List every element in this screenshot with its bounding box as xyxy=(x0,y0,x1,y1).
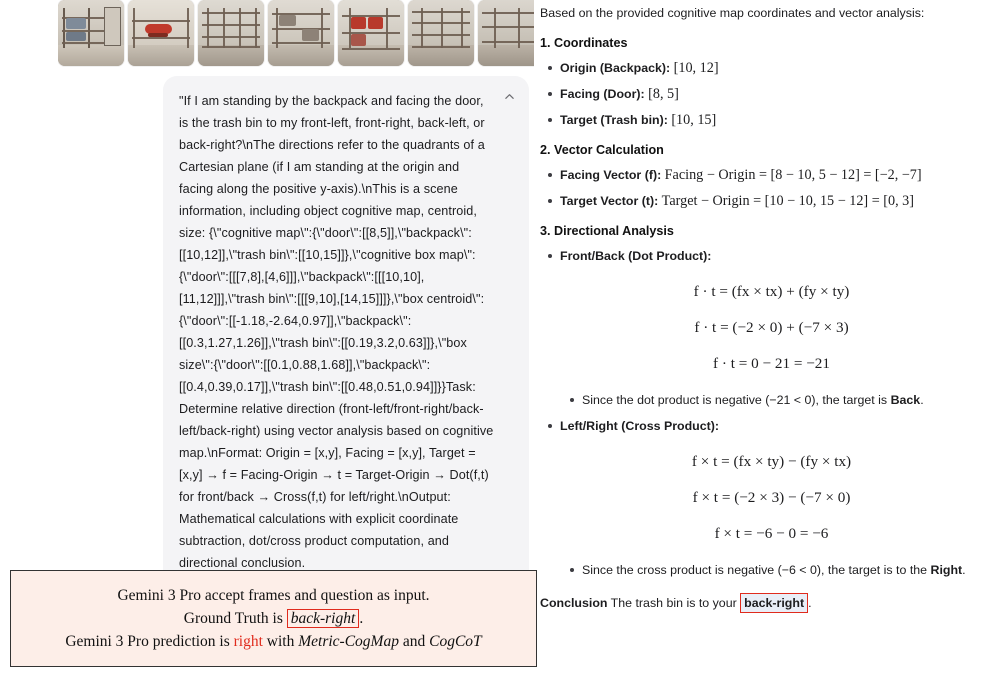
caption-line-3-and: and xyxy=(398,633,430,650)
cross-conclusion-value: Right xyxy=(930,563,963,577)
dot-product-equation-1: f · t = (fx × tx) + (fy × ty) xyxy=(693,283,850,300)
coordinate-value: [10, 12] xyxy=(673,60,719,76)
dot-conclusion-pre: Since the dot product is negative (−21 < 0), the target is xyxy=(582,393,891,407)
caption-line-2 xyxy=(184,608,363,629)
video-frame-thumbnail[interactable] xyxy=(268,0,334,66)
video-frame-thumbnail[interactable] xyxy=(198,0,264,66)
final-conclusion xyxy=(540,593,983,613)
left-right-label: Left/Right (Cross Product): xyxy=(560,419,720,433)
chevron-up-icon[interactable] xyxy=(501,88,517,104)
cross-conclusion-post: . xyxy=(962,563,966,577)
cross-product-equation-2: f × t = (−2 × 3) − (−7 × 0) xyxy=(692,489,851,506)
method-name-1: Metric-CogMap xyxy=(298,633,399,650)
coordinate-label: Target (Trash bin): xyxy=(560,113,668,127)
list-item xyxy=(582,561,983,579)
video-frame-thumbnail[interactable] xyxy=(408,0,474,66)
caption-line-1: Gemini 3 Pro accept frames and question as input. xyxy=(117,587,430,604)
cross-product-conclusion-list xyxy=(560,561,983,579)
caption-line-2-post: . xyxy=(359,610,364,627)
video-frame-thumbnail[interactable] xyxy=(128,0,194,66)
dot-conclusion-value: Back xyxy=(890,393,921,407)
front-back-label: Front/Back (Dot Product): xyxy=(560,249,712,263)
user-prompt-bubble xyxy=(163,76,529,588)
list-item xyxy=(582,391,983,409)
section-heading-vector-calculation: 2. Vector Calculation xyxy=(540,143,664,157)
caption-line-3-pre: Gemini 3 Pro prediction is xyxy=(65,633,234,650)
final-answer-highlight: back-right xyxy=(740,593,808,613)
conclusion-text-pre: The trash bin is to your xyxy=(607,596,741,610)
vector-calculation-list xyxy=(540,166,983,210)
coordinates-list xyxy=(540,59,983,129)
coordinate-value: [8, 5] xyxy=(648,86,679,102)
video-frame-strip[interactable] xyxy=(58,0,534,68)
dot-product-equation-3: f · t = 0 − 21 = −21 xyxy=(713,355,830,372)
cross-product-equation-1: f × t = (fx × ty) − (fy × tx) xyxy=(691,453,852,470)
list-item xyxy=(560,85,983,103)
dot-product-conclusion-list xyxy=(560,391,983,409)
caption-box xyxy=(10,570,537,667)
method-name-2: CogCoT xyxy=(429,633,482,650)
list-item xyxy=(560,417,983,579)
conclusion-label: Conclusion xyxy=(540,596,608,610)
prediction-value: right xyxy=(233,633,263,650)
list-item xyxy=(560,166,983,184)
cross-product-equation-3: f × t = −6 − 0 = −6 xyxy=(714,525,829,542)
vector-value: Facing − Origin = [8 − 10, 5 − 12] = [−2, −7] xyxy=(664,167,922,183)
coordinate-label: Origin (Backpack): xyxy=(560,61,671,75)
conclusion-text-post: . xyxy=(808,596,812,610)
caption-line-2-pre: Ground Truth is xyxy=(183,610,287,627)
dot-product-equation-2: f · t = (−2 × 0) + (−7 × 3) xyxy=(694,319,849,336)
video-frame-thumbnail[interactable] xyxy=(58,0,124,66)
caption-line-3-mid: with xyxy=(262,633,299,650)
section-heading-directional-analysis: 3. Directional Analysis xyxy=(540,224,674,238)
list-item xyxy=(560,59,983,77)
directional-analysis-list xyxy=(540,247,983,579)
vector-label: Facing Vector (f): xyxy=(560,168,662,182)
list-item xyxy=(560,111,983,129)
coordinate-value: [10, 15] xyxy=(671,112,717,128)
video-frame-thumbnail[interactable] xyxy=(338,0,404,66)
user-prompt-text: "If I am standing by the backpack and facing the door, is the trash bin to my front-left, front-right, back-left, or back-right?\nThe directions refer to the quadrants of a Cartesian plane (if I am standing at the origin and facing along the positive y-axis).\nThis is a scene information, including object cognitive map, centroid, size: {\"cognitive map\":{\"door\":[[8,5]],\"backpack\":[[10,12]],\"trash bin\":[[10,15]]},\"cognitive box map\":{\"door\":[[[7,8],[4,6]]],\"backpack\":[[[10,10],[11,12]]],\"trash bin\":[[[9,10],[14,15]]]},\"box centroid\":{\"door\":[[-1.18,-2.64,0.97]],\"backpack\":[[0.3,1.27,1.26]],\"trash bin\":[[0.19,3.2,0.63]]},\"box size\":{\"door\":[[0.1,0.88,1.68]],\"backpack\":[[0.4,0.39,0.17]],\"trash bin\":[[0.48,0.51,0.94]]}}Task: Determine relative direction (front-left/front-right/back-left/back-right) using vector analysis based on cognitive map.\nFormat: Origin = [x,y], Facing = [x,y], Target = [x,y] → f = Facing-Origin → t = Target-Origin → Dot(f,t) for front/back → Cross(f,t) for left/right.\nOutput: Mathematical calculations with explicit coordinate subtraction, dot/cross product computation, and directional conclusion. xyxy=(179,94,494,570)
answer-intro: Based on the provided cognitive map coordinates and vector analysis: xyxy=(540,6,925,20)
cross-conclusion-pre: Since the cross product is negative (−6 < 0), the target is to the xyxy=(582,563,931,577)
video-frame-thumbnail[interactable] xyxy=(478,0,534,66)
model-answer-panel xyxy=(540,0,997,684)
section-heading-coordinates: 1. Coordinates xyxy=(540,36,628,50)
ground-truth-highlight: back-right xyxy=(287,609,360,628)
list-item xyxy=(560,192,983,210)
vector-value: Target − Origin = [10 − 10, 15 − 12] = [0, 3] xyxy=(661,193,914,209)
list-item xyxy=(560,247,983,409)
dot-conclusion-post: . xyxy=(920,393,924,407)
caption-line-3 xyxy=(65,631,481,652)
vector-label: Target Vector (t): xyxy=(560,194,659,208)
coordinate-label: Facing (Door): xyxy=(560,87,645,101)
